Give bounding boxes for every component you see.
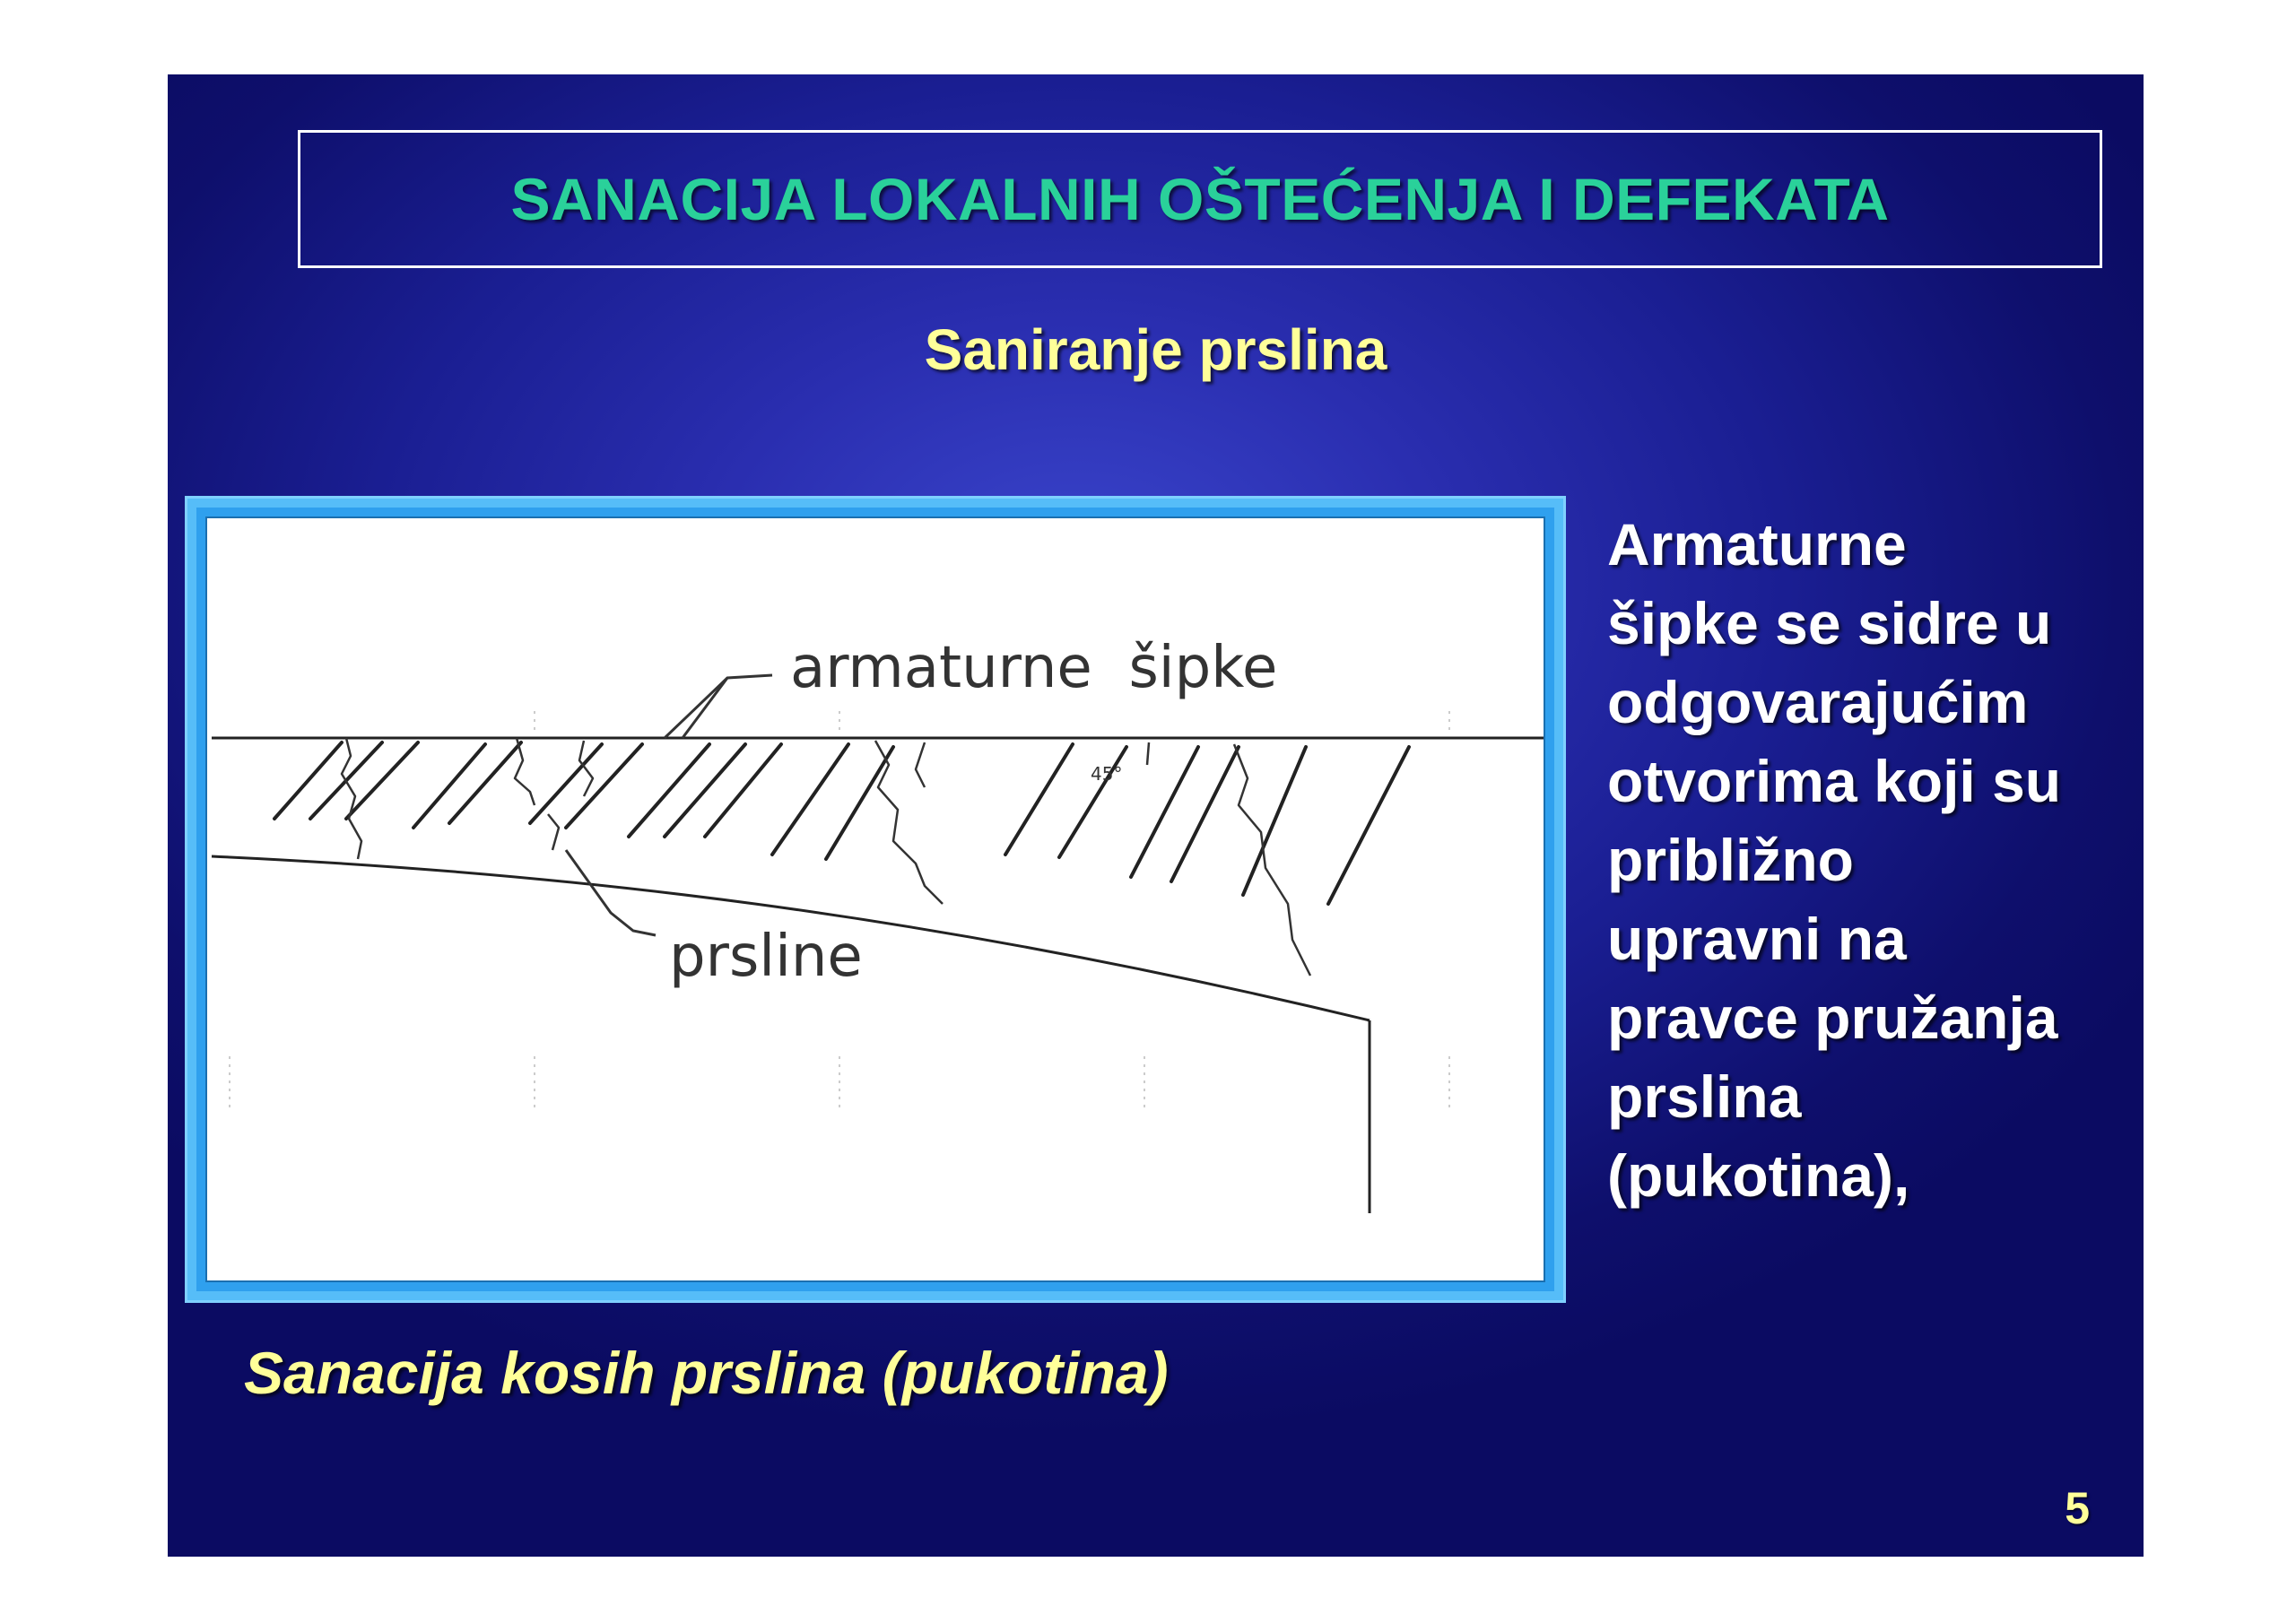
label-rebars: armaturne šipke [790,635,1278,701]
title-box [298,130,2102,268]
figure-caption: Sanacija kosih prslina (pukotina) [244,1340,1169,1406]
label-cracks: prsline [669,924,863,990]
inclined-rebars [274,742,1409,904]
body-line: prslina [1607,1063,1802,1130]
page-number: 5 [2065,1483,2090,1533]
body-line: otvorima koji su [1607,748,2062,814]
slide-title: SANACIJA LOKALNIH OŠTEĆENJA I DEFEKATA [510,166,1890,232]
leader-lines [566,675,772,935]
body-line: pravce pružanja [1607,985,2058,1051]
body-line: približno [1607,827,1854,893]
body-line: upravni na [1607,906,1907,972]
beam-crack-diagram [207,518,1545,1282]
scan-marks [230,711,1449,1110]
angle-label: 45° [1091,763,1123,785]
body-text [1607,505,2136,1215]
body-line: Armaturne [1607,511,1907,577]
body-line: odgovarajućim [1607,669,2029,735]
slide [168,74,2144,1557]
body-line: (pukotina), [1607,1142,1910,1209]
slide-subtitle: Saniranje prslina [924,317,1387,382]
figure-drawing [205,516,1545,1282]
figure-frame [185,496,1566,1303]
body-line: šipke se sidre u [1607,590,2052,656]
